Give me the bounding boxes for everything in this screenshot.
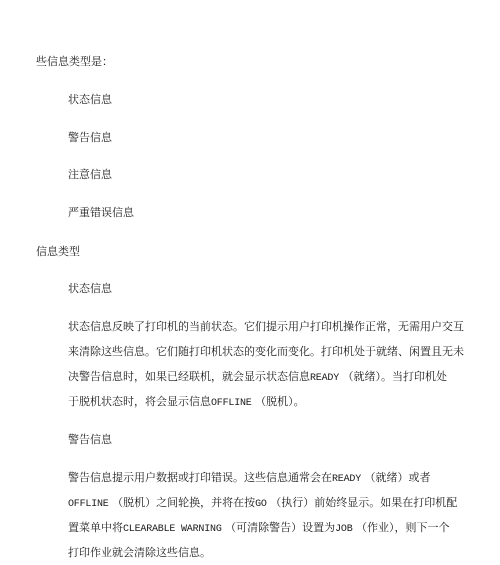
code-offline: OFFLINE	[211, 398, 252, 409]
type-notice: 注意信息	[68, 168, 112, 181]
type-critical-error: 严重错误信息	[68, 206, 134, 219]
type-warning: 警告信息	[68, 131, 112, 144]
code-job: JOB	[335, 524, 353, 535]
warning-paragraph-line-1: 警告信息提示用户数据或打印错误。这些信息通常会在READY （就绪）或者	[68, 471, 431, 485]
code-offline: OFFLINE	[68, 499, 109, 510]
status-paragraph-line-3: 决警告信息时，如果已经联机，就会显示状态信息READY （就绪）。当打印机处	[68, 370, 448, 384]
warning-paragraph-line-3: 置菜单中将CLEARABLE WARNING （可清除警告）设置为JOB （作业），则下一个	[68, 521, 450, 535]
code-ready: READY	[332, 474, 362, 485]
status-paragraph-line-4: 于脱机状态时，将会显示信息OFFLINE （脱机）。	[68, 395, 305, 409]
warning-heading: 警告信息	[68, 433, 112, 446]
status-paragraph-line-2: 来清除这些信息。它们随打印机状态的变化而变化。打印机处于就绪、闲置且无未	[68, 345, 464, 358]
code-ready: READY	[310, 373, 340, 384]
warning-paragraph-line-4: 打印作业就会清除这些信息。	[68, 546, 211, 559]
intro-text: 些信息类型是：	[36, 55, 113, 68]
code-go: GO	[255, 499, 267, 510]
warning-paragraph-line-2: OFFLINE （脱机）之间轮换，并将在按GO （执行）前始终显示。如果在打印机配	[68, 496, 458, 510]
section-title: 信息类型	[36, 245, 80, 258]
status-heading: 状态信息	[68, 282, 112, 295]
type-status: 状态信息	[68, 93, 112, 106]
code-clearable-warning: CLEARABLE WARNING	[123, 524, 222, 535]
status-paragraph-line-1: 状态信息反映了打印机的当前状态。它们提示用户打印机操作正常，无需用户交互	[68, 320, 464, 333]
